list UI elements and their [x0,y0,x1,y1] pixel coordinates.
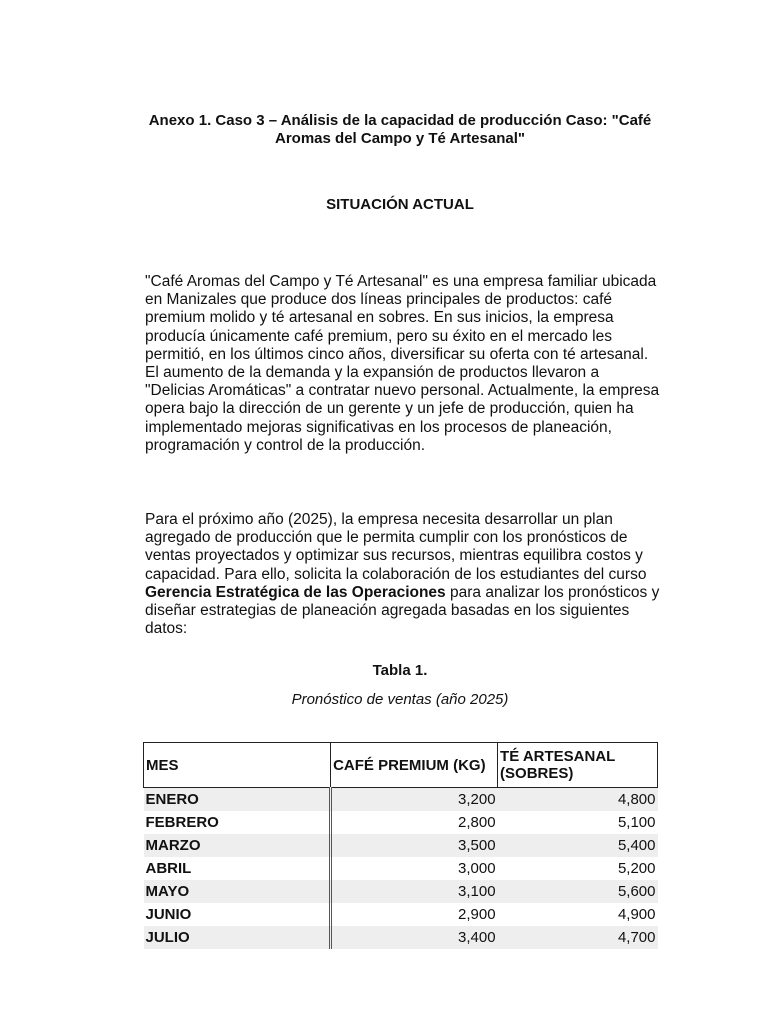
cell-te: 4,700 [498,926,658,949]
cell-cafe: 2,800 [331,811,498,834]
table-row [144,834,658,857]
table-row [144,880,658,903]
cell-cafe: 3,000 [331,857,498,880]
header-cafe-premium: CAFÉ PREMIUM (KG) [331,743,498,788]
table-row [144,788,658,812]
cell-mes: JULIO [144,926,331,949]
sales-forecast-table [143,742,658,949]
cell-mes: ABRIL [144,857,331,880]
cell-mes: MAYO [144,880,331,903]
cell-te: 5,600 [498,880,658,903]
cell-cafe: 3,100 [331,880,498,903]
header-te-artesanal: TÉ ARTESANAL (SOBRES) [498,743,658,788]
cell-cafe: 3,400 [331,926,498,949]
table-row [144,903,658,926]
cell-te: 5,100 [498,811,658,834]
paragraph-plan [145,511,660,638]
cell-cafe: 3,500 [331,834,498,857]
cell-mes: MARZO [144,834,331,857]
course-name: Gerencia Estratégica de las Operaciones [145,583,446,601]
cell-te: 4,900 [498,903,658,926]
table-header-row [144,743,658,788]
cell-cafe: 3,200 [331,788,498,812]
cell-te: 4,800 [498,788,658,812]
table-row [144,811,658,834]
paragraph-plan-text-start: Para el próximo año (2025), la empresa necesita desarrollar un plan agregado de producción que le permita cumplir con los pronósticos de ventas proyectados y optimizar sus recursos, mientras equilibra costos y capacidad. Para ello, solicita la colaboración de los estudiantes del curso [145,511,647,583]
paragraph-situacion: "Café Aromas del Campo y Té Artesanal" es una empresa familiar ubicada en Manizales que produce dos líneas principales de productos: café premium molido y té artesanal en sobres. En sus inicios, la empresa producía únicamente café premium, pero su éxito en el mercado les permitió, en los últimos cinco años, diversificar su oferta con té artesanal. El aumento de la demanda y la expansión de productos llevaron a "Delicias Aromáticas" a contratar nuevo personal. Actualmente, la empresa opera bajo la dirección de un gerente y un jefe de producción, quien ha implementado mejoras significativas en los procesos de planeación, programación y control de la producción. [145,273,660,454]
cell-cafe: 2,900 [331,903,498,926]
table-subcaption: Pronóstico de ventas (año 2025) [291,691,509,708]
cell-te: 5,400 [498,834,658,857]
table-row [144,926,658,949]
document-title: Anexo 1. Caso 3 – Análisis de la capacidad de producción Caso: "Café Aromas del Campo y Té Artesanal" [148,112,652,147]
cell-mes: JUNIO [144,903,331,926]
paragraph-plan-text-end: para analizar los pronósticos y diseñar estrategias de planeación agregada basadas en los siguientes datos: [145,583,660,638]
cell-mes: FEBRERO [144,811,331,834]
section-heading: SITUACIÓN ACTUAL [326,196,474,213]
cell-mes: ENERO [144,788,331,812]
table-row [144,857,658,880]
table-caption: Tabla 1. [372,662,428,679]
header-mes: MES [144,743,331,788]
cell-te: 5,200 [498,857,658,880]
